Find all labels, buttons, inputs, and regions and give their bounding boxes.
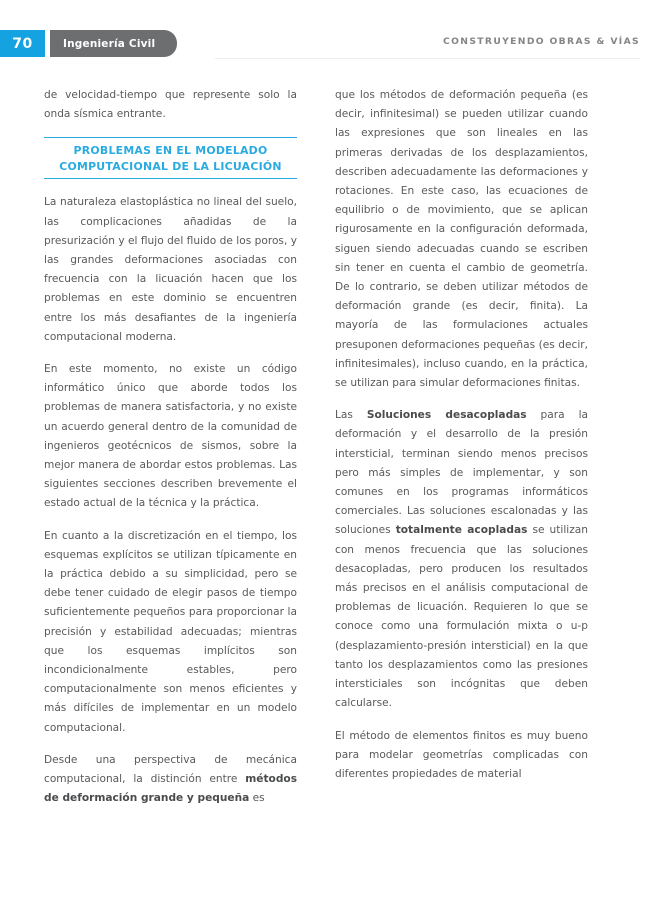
paragraph-left-5-text-b: es (249, 792, 265, 805)
section-heading-line-2: COMPUTACIONAL DE LA LICUACIÓN (59, 159, 282, 173)
page-number-badge: 70 (0, 30, 45, 57)
page-header (0, 30, 650, 62)
paragraph-right-2-text-a: Las (335, 409, 367, 422)
left-column (44, 86, 297, 809)
paragraph-left-1: de velocidad-tiempo que represente solo la onda sísmica entrante. (44, 89, 297, 121)
header-divider-rule (215, 58, 640, 59)
paragraph-right-2 (335, 406, 588, 713)
paragraph-right-1: que los métodos de deformación pequeña (es decir, infinitesimal) se pueden utilizar cuando las expresiones que son lineales en las primeras derivadas de los desplazamientos, describen adecuadamente las deformaciones y rotaciones. En este caso, las ecuaciones de equilibrio o de movimiento, que se aplican rigurosamente en la configuración deformada, siguen siendo adecuadas cuando se escriben sin tener en cuenta el cambio de geometría. De lo contrario, se deben utilizar métodos de deformación grande (es decir, finita). La mayoría de las formulaciones actuales presuponen deformaciones pequeñas (es decir, infinitesimales), incluso cuando, en la práctica, se utilizan para simular deformaciones finitas. (335, 89, 588, 390)
paragraph-right-2-text-c: se utilizan con menos frecuencia que las soluciones desacopladas, pero producen los resultados más precisos en el análisis computacional de problemas de licuación. Requieren lo que se conoce como una formulación mixta o u-p (desplazamiento-presión intersticial) en la que tanto los desplazamientos como las presiones intersticiales son incógnitas que deben calcularse. (335, 524, 589, 710)
paragraph-right-3: El método de elementos finitos es muy bueno para modelar geometrías complicadas con diferentes propiedades de material (335, 729, 588, 780)
section-heading-line-1: PROBLEMAS EN EL MODELADO (73, 144, 268, 158)
paragraph-left-5 (44, 751, 297, 809)
paragraph-right-2-text-b: para la deformación y el desarrollo de la presión intersticial, terminan siendo menos precisos pero más simples de implementar, y son comunes en los programas informáticos comerciales. Las soluciones escalonadas y las soluciones (335, 409, 588, 537)
right-column (335, 86, 588, 784)
paragraph-left-4: En cuanto a la discretización en el tiempo, los esquemas explícitos se utilizan típicamente en la práctica debido a su simplicidad, pero se debe tener cuidado de elegir pasos de tiempo suficientemente pequeños para proporcionar la precisión y estabilidad adecuadas; mientras que los esquemas implícitos son incondicionalmente estables, pero computacionalmente son menos eficientes y más difíciles de implementar en un modelo computacional. (44, 529, 297, 734)
section-name-tab: Ingeniería Civil (50, 30, 177, 57)
emphasis-uncoupled-solutions: Soluciones desacopladas (366, 409, 527, 422)
paragraph-left-3: En este momento, no existe un código informático único que aborde todos los problemas de manera satisfactoria, y no existe un acuerdo general dentro de la comunidad de ingenieros geotécnicos de sismos, sobre la mejor manera de abordar estos problemas. Las siguientes secciones describen brevemente el estado actual de la técnica y la práctica. (44, 363, 297, 510)
paragraph-left-5-text-a: Desde una perspectiva de mecánica computacional, la distinción entre (44, 753, 297, 786)
publication-title: CONSTRUYENDO OBRAS & VÍAS (443, 36, 640, 47)
emphasis-large-small-strain-methods: métodos de deformación grande y pequeña (44, 773, 297, 805)
section-heading (44, 137, 297, 179)
emphasis-fully-coupled: totalmente acopladas (395, 524, 528, 537)
paragraph-left-2: La naturaleza elastoplástica no lineal del suelo, las complicaciones añadidas de la presurización y el flujo del fluido de los poros, y las grandes deformaciones asociadas con frecuencia con la licuación hacen que los problemas en este dominio se encuentren entre los más desafiantes de la ingeniería computacional moderna. (44, 196, 297, 343)
